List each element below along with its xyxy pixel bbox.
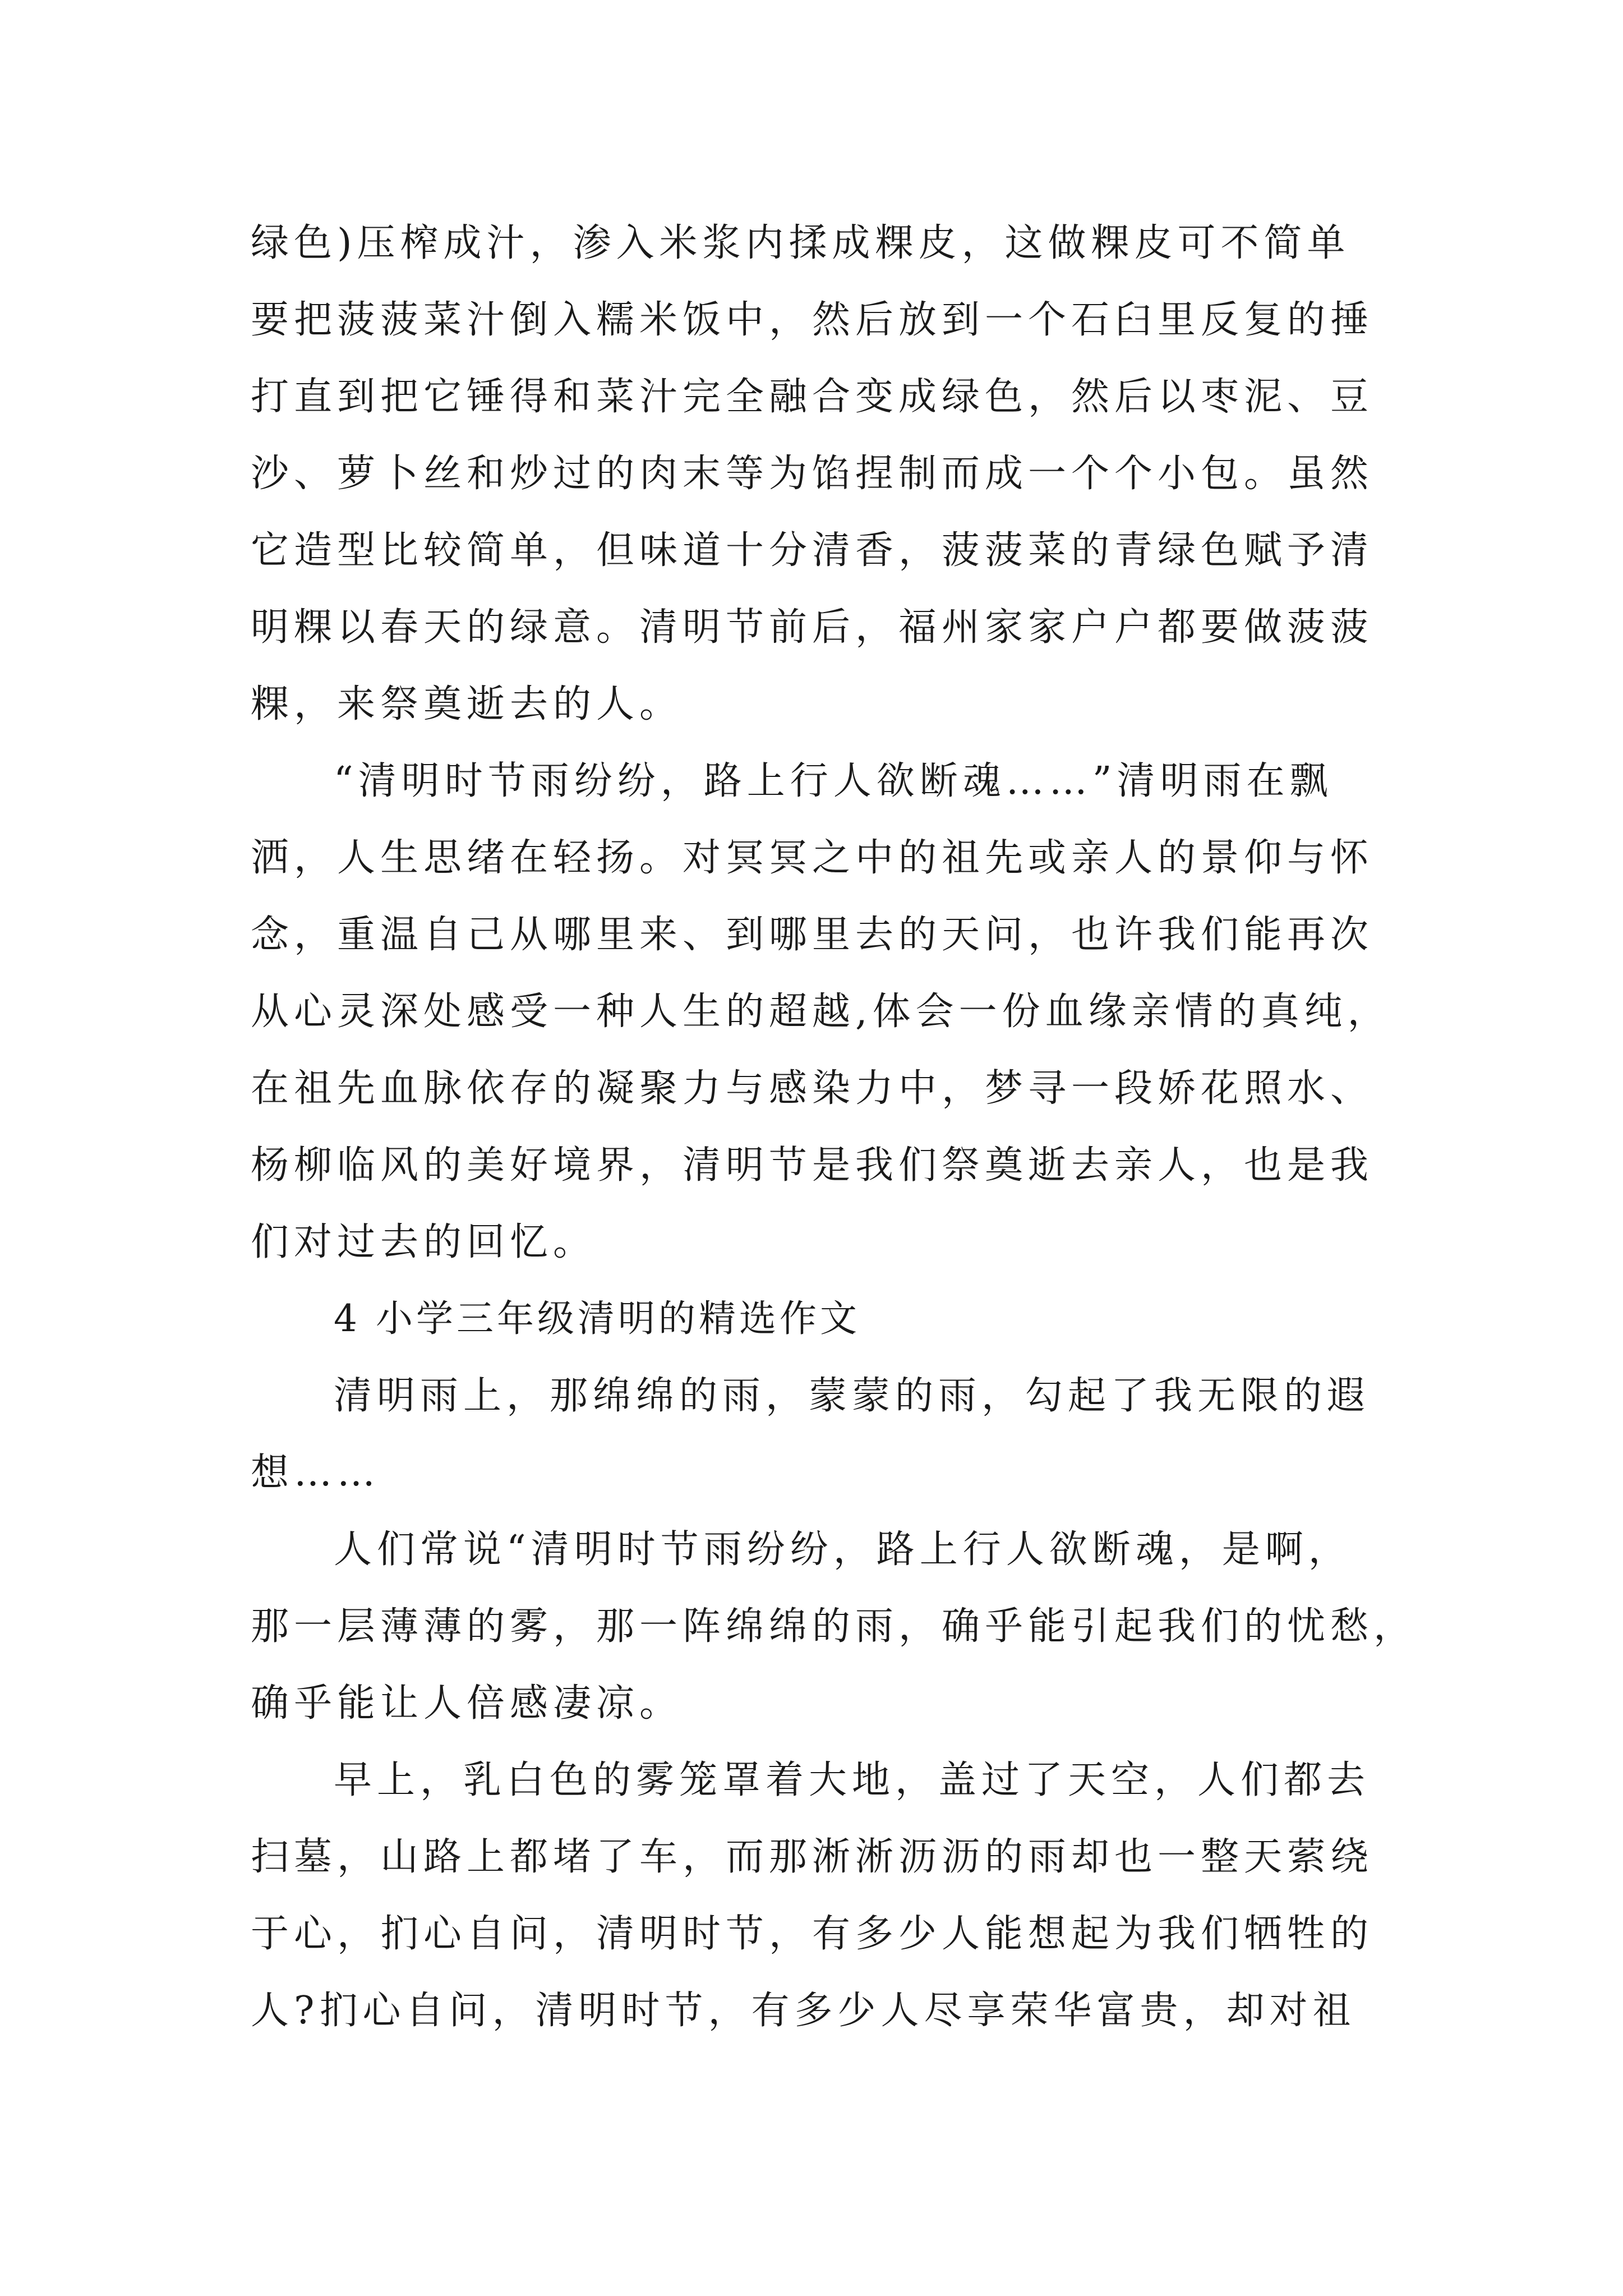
paragraph-first-line: “清明时节雨纷纷，路上行人欲断魂……”清明雨在飘 xyxy=(334,759,1333,803)
text-line: 们对过去的回忆。 xyxy=(251,1220,597,1264)
text-line: 要把菠菠菜汁倒入糯米饭中，然后放到一个石臼里反复的捶 xyxy=(251,298,1374,342)
text-line: 于心，扪心自问，清明时节，有多少人能想起为我们牺牲的 xyxy=(251,1912,1374,1956)
text-line: 想…… xyxy=(251,1451,381,1495)
paragraph-first-line: 早上，乳白色的雾笼罩着大地，盖过了天空，人们都去 xyxy=(334,1758,1371,1802)
text-line: 杨柳临风的美好境界，清明节是我们祭奠逝去亲人，也是我 xyxy=(251,1143,1374,1188)
text-line: 绿色)压榨成汁，渗入米浆内揉成粿皮，这做粿皮可不简单 xyxy=(251,221,1350,265)
text-line: 从心灵深处感受一种人生的超越,体会一份血缘亲情的真纯， xyxy=(251,990,1391,1034)
text-line: 粿，来祭奠逝去的人。 xyxy=(251,682,683,726)
text-line: 那一层薄薄的雾，那一阵绵绵的雨，确乎能引起我们的忧愁， xyxy=(251,1604,1417,1649)
text-line: 明粿以春天的绿意。清明节前后，福州家家户户都要做菠菠 xyxy=(251,605,1374,650)
text-line: 扫墓，山路上都堵了车，而那淅淅沥沥的雨却也一整天萦绕 xyxy=(251,1835,1374,1879)
text-line: 念，重温自己从哪里来、到哪里去的天问，也许我们能再次 xyxy=(251,913,1374,957)
text-line: 人?扪心自问，清明时节，有多少人尽享荣华富贵，却对祖 xyxy=(251,1989,1356,2033)
paragraph-first-line: 人们常说“清明时节雨纷纷，路上行人欲断魂，是啊， xyxy=(334,1527,1352,1572)
section-heading: 4 小学三年级清明的精选作文 xyxy=(334,1297,860,1340)
text-line: 确乎能让人倍感凄凉。 xyxy=(251,1681,683,1726)
text-line: 在祖先血脉依存的凝聚力与感染力中，梦寻一段娇花照水、 xyxy=(251,1066,1374,1111)
text-line: 它造型比较简单，但味道十分清香，菠菠菜的青绿色赋予清 xyxy=(251,528,1374,573)
text-line: 打直到把它锤得和菜汁完全融合变成绿色，然后以枣泥、豆 xyxy=(251,375,1374,419)
text-line: 洒，人生思绪在轻扬。对冥冥之中的祖先或亲人的景仰与怀 xyxy=(251,836,1374,880)
text-line: 沙、萝卜丝和炒过的肉末等为馅捏制而成一个个小包。虽然 xyxy=(251,452,1374,496)
paragraph-first-line: 清明雨上，那绵绵的雨，蒙蒙的雨，勾起了我无限的遐 xyxy=(334,1374,1371,1418)
